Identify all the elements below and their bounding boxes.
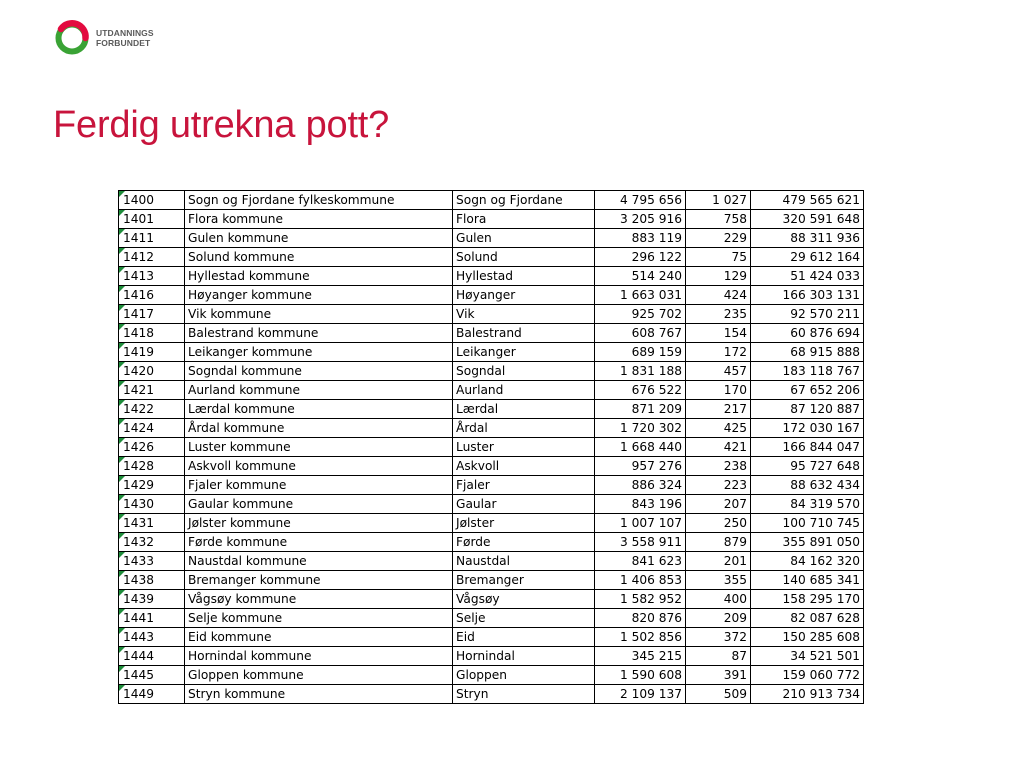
error-indicator-icon <box>119 362 125 368</box>
cell-code <box>119 457 185 476</box>
table-row <box>119 533 864 552</box>
cell-code-text: 1428 <box>123 459 155 473</box>
cell-value-2: 201 <box>686 552 751 571</box>
cell-short-name: Lærdal <box>453 400 595 419</box>
cell-code-text: 1418 <box>123 326 155 340</box>
error-indicator-icon <box>119 210 125 216</box>
cell-short-name: Vågsøy <box>453 590 595 609</box>
cell-short-name: Eid <box>453 628 595 647</box>
cell-code <box>119 571 185 590</box>
cell-municipality-name: Aurland kommune <box>185 381 453 400</box>
page-title: Ferdig utrekna pott? <box>53 104 390 146</box>
cell-value-2: 223 <box>686 476 751 495</box>
cell-code <box>119 400 185 419</box>
cell-value-1: 841 623 <box>595 552 686 571</box>
error-indicator-icon <box>119 647 125 653</box>
cell-value-3: 88 311 936 <box>751 229 864 248</box>
table-row <box>119 590 864 609</box>
cell-short-name: Gaular <box>453 495 595 514</box>
cell-code <box>119 210 185 229</box>
cell-short-name: Naustdal <box>453 552 595 571</box>
table-row <box>119 400 864 419</box>
cell-value-2: 154 <box>686 324 751 343</box>
cell-municipality-name: Eid kommune <box>185 628 453 647</box>
cell-municipality-name: Balestrand kommune <box>185 324 453 343</box>
cell-value-3: 51 424 033 <box>751 267 864 286</box>
cell-code-text: 1413 <box>123 269 155 283</box>
cell-value-3: 210 913 734 <box>751 685 864 704</box>
cell-short-name: Gloppen <box>453 666 595 685</box>
cell-short-name: Høyanger <box>453 286 595 305</box>
cell-code-text: 1443 <box>123 630 155 644</box>
cell-code <box>119 609 185 628</box>
cell-value-1: 3 558 911 <box>595 533 686 552</box>
cell-value-3: 29 612 164 <box>751 248 864 267</box>
cell-value-1: 1 502 856 <box>595 628 686 647</box>
cell-value-2: 75 <box>686 248 751 267</box>
cell-value-1: 1 590 608 <box>595 666 686 685</box>
error-indicator-icon <box>119 590 125 596</box>
cell-value-3: 158 295 170 <box>751 590 864 609</box>
cell-value-1: 608 767 <box>595 324 686 343</box>
cell-code <box>119 381 185 400</box>
cell-value-2: 509 <box>686 685 751 704</box>
table-row <box>119 286 864 305</box>
cell-municipality-name: Førde kommune <box>185 533 453 552</box>
table-row <box>119 628 864 647</box>
cell-code <box>119 267 185 286</box>
cell-value-2: 400 <box>686 590 751 609</box>
cell-short-name: Årdal <box>453 419 595 438</box>
cell-short-name: Balestrand <box>453 324 595 343</box>
cell-code <box>119 362 185 381</box>
cell-value-2: 421 <box>686 438 751 457</box>
table-row <box>119 666 864 685</box>
error-indicator-icon <box>119 628 125 634</box>
error-indicator-icon <box>119 666 125 672</box>
table-row <box>119 552 864 571</box>
error-indicator-icon <box>119 495 125 501</box>
cell-value-3: 159 060 772 <box>751 666 864 685</box>
cell-municipality-name: Leikanger kommune <box>185 343 453 362</box>
table-row <box>119 305 864 324</box>
cell-value-3: 88 632 434 <box>751 476 864 495</box>
cell-value-3: 150 285 608 <box>751 628 864 647</box>
cell-municipality-name: Flora kommune <box>185 210 453 229</box>
cell-short-name: Bremanger <box>453 571 595 590</box>
cell-code-text: 1411 <box>123 231 155 245</box>
cell-short-name: Vik <box>453 305 595 324</box>
cell-value-1: 514 240 <box>595 267 686 286</box>
cell-value-3: 166 844 047 <box>751 438 864 457</box>
cell-value-3: 100 710 745 <box>751 514 864 533</box>
cell-code <box>119 514 185 533</box>
table-row <box>119 514 864 533</box>
cell-municipality-name: Lærdal kommune <box>185 400 453 419</box>
cell-value-1: 345 215 <box>595 647 686 666</box>
error-indicator-icon <box>119 514 125 520</box>
cell-code-text: 1424 <box>123 421 155 435</box>
error-indicator-icon <box>119 685 125 691</box>
cell-value-1: 1 720 302 <box>595 419 686 438</box>
table-row <box>119 343 864 362</box>
cell-code <box>119 533 185 552</box>
cell-municipality-name: Hornindal kommune <box>185 647 453 666</box>
cell-value-2: 209 <box>686 609 751 628</box>
cell-short-name: Leikanger <box>453 343 595 362</box>
cell-value-2: 425 <box>686 419 751 438</box>
cell-short-name: Askvoll <box>453 457 595 476</box>
cell-short-name: Gulen <box>453 229 595 248</box>
cell-short-name: Sogndal <box>453 362 595 381</box>
cell-short-name: Førde <box>453 533 595 552</box>
error-indicator-icon <box>119 248 125 254</box>
cell-municipality-name: Jølster kommune <box>185 514 453 533</box>
cell-value-1: 820 876 <box>595 609 686 628</box>
cell-short-name: Hyllestad <box>453 267 595 286</box>
cell-municipality-name: Fjaler kommune <box>185 476 453 495</box>
cell-municipality-name: Selje kommune <box>185 609 453 628</box>
cell-code-text: 1439 <box>123 592 155 606</box>
cell-value-3: 95 727 648 <box>751 457 864 476</box>
cell-value-3: 355 891 050 <box>751 533 864 552</box>
cell-code-text: 1401 <box>123 212 155 226</box>
cell-municipality-name: Vik kommune <box>185 305 453 324</box>
cell-short-name: Flora <box>453 210 595 229</box>
cell-municipality-name: Høyanger kommune <box>185 286 453 305</box>
cell-value-1: 296 122 <box>595 248 686 267</box>
cell-value-1: 957 276 <box>595 457 686 476</box>
cell-municipality-name: Gulen kommune <box>185 229 453 248</box>
cell-value-1: 843 196 <box>595 495 686 514</box>
table-row <box>119 210 864 229</box>
cell-value-3: 67 652 206 <box>751 381 864 400</box>
table-body <box>119 191 864 704</box>
cell-value-2: 129 <box>686 267 751 286</box>
cell-code <box>119 495 185 514</box>
cell-code <box>119 343 185 362</box>
cell-short-name: Hornindal <box>453 647 595 666</box>
table-row <box>119 476 864 495</box>
table-row <box>119 495 864 514</box>
cell-value-2: 87 <box>686 647 751 666</box>
cell-code-text: 1412 <box>123 250 155 264</box>
cell-short-name: Luster <box>453 438 595 457</box>
cell-value-3: 84 319 570 <box>751 495 864 514</box>
table-row <box>119 457 864 476</box>
table-row <box>119 248 864 267</box>
cell-value-1: 1 406 853 <box>595 571 686 590</box>
table-row <box>119 362 864 381</box>
cell-value-3: 479 565 621 <box>751 191 864 210</box>
cell-value-1: 2 109 137 <box>595 685 686 704</box>
cell-code-text: 1426 <box>123 440 155 454</box>
cell-code <box>119 324 185 343</box>
table-row <box>119 419 864 438</box>
cell-short-name: Jølster <box>453 514 595 533</box>
error-indicator-icon <box>119 343 125 349</box>
cell-code-text: 1445 <box>123 668 155 682</box>
cell-short-name: Solund <box>453 248 595 267</box>
cell-code-text: 1417 <box>123 307 155 321</box>
cell-code <box>119 685 185 704</box>
table-row <box>119 685 864 704</box>
cell-value-1: 676 522 <box>595 381 686 400</box>
cell-value-1: 871 209 <box>595 400 686 419</box>
cell-value-3: 87 120 887 <box>751 400 864 419</box>
error-indicator-icon <box>119 533 125 539</box>
municipality-table-wrapper <box>118 190 864 704</box>
error-indicator-icon <box>119 419 125 425</box>
cell-value-3: 172 030 167 <box>751 419 864 438</box>
logo-text <box>96 28 154 48</box>
cell-code <box>119 419 185 438</box>
cell-municipality-name: Naustdal kommune <box>185 552 453 571</box>
cell-municipality-name: Hyllestad kommune <box>185 267 453 286</box>
cell-code <box>119 305 185 324</box>
error-indicator-icon <box>119 381 125 387</box>
cell-value-1: 886 324 <box>595 476 686 495</box>
cell-value-1: 1 831 188 <box>595 362 686 381</box>
cell-value-3: 84 162 320 <box>751 552 864 571</box>
cell-municipality-name: Luster kommune <box>185 438 453 457</box>
cell-value-2: 879 <box>686 533 751 552</box>
cell-municipality-name: Gaular kommune <box>185 495 453 514</box>
cell-code <box>119 552 185 571</box>
table-row <box>119 324 864 343</box>
cell-value-1: 689 159 <box>595 343 686 362</box>
cell-value-3: 68 915 888 <box>751 343 864 362</box>
cell-value-3: 166 303 131 <box>751 286 864 305</box>
error-indicator-icon <box>119 191 125 197</box>
cell-value-2: 172 <box>686 343 751 362</box>
cell-short-name: Stryn <box>453 685 595 704</box>
logo-text-line2: FORBUNDET <box>96 38 151 48</box>
error-indicator-icon <box>119 552 125 558</box>
error-indicator-icon <box>119 400 125 406</box>
cell-code <box>119 590 185 609</box>
cell-value-1: 1 582 952 <box>595 590 686 609</box>
cell-value-2: 355 <box>686 571 751 590</box>
cell-value-2: 424 <box>686 286 751 305</box>
cell-value-3: 60 876 694 <box>751 324 864 343</box>
cell-code <box>119 628 185 647</box>
cell-code-text: 1420 <box>123 364 155 378</box>
cell-code <box>119 191 185 210</box>
cell-value-2: 207 <box>686 495 751 514</box>
cell-value-3: 34 521 501 <box>751 647 864 666</box>
cell-code-text: 1429 <box>123 478 155 492</box>
cell-municipality-name: Årdal kommune <box>185 419 453 438</box>
cell-municipality-name: Sogndal kommune <box>185 362 453 381</box>
error-indicator-icon <box>119 324 125 330</box>
table-row <box>119 438 864 457</box>
cell-value-2: 217 <box>686 400 751 419</box>
cell-code <box>119 248 185 267</box>
table-row <box>119 381 864 400</box>
cell-value-2: 391 <box>686 666 751 685</box>
error-indicator-icon <box>119 229 125 235</box>
error-indicator-icon <box>119 305 125 311</box>
cell-value-1: 3 205 916 <box>595 210 686 229</box>
cell-code-text: 1441 <box>123 611 155 625</box>
cell-code <box>119 286 185 305</box>
cell-municipality-name: Stryn kommune <box>185 685 453 704</box>
table-row <box>119 571 864 590</box>
logo-ring-icon <box>52 18 92 58</box>
municipality-table <box>118 190 864 704</box>
cell-value-2: 170 <box>686 381 751 400</box>
cell-code-text: 1421 <box>123 383 155 397</box>
cell-value-1: 4 795 656 <box>595 191 686 210</box>
cell-municipality-name: Vågsøy kommune <box>185 590 453 609</box>
cell-code <box>119 647 185 666</box>
cell-value-1: 1 668 440 <box>595 438 686 457</box>
cell-value-1: 1 663 031 <box>595 286 686 305</box>
cell-value-2: 229 <box>686 229 751 248</box>
table-row <box>119 647 864 666</box>
cell-value-1: 925 702 <box>595 305 686 324</box>
cell-value-2: 758 <box>686 210 751 229</box>
cell-value-2: 250 <box>686 514 751 533</box>
cell-municipality-name: Sogn og Fjordane fylkeskommune <box>185 191 453 210</box>
logo-text-line1: UTDANNINGS <box>96 28 154 38</box>
cell-code <box>119 666 185 685</box>
error-indicator-icon <box>119 457 125 463</box>
cell-value-3: 82 087 628 <box>751 609 864 628</box>
table-row <box>119 267 864 286</box>
utdanningsforbundet-logo <box>52 18 162 62</box>
cell-short-name: Selje <box>453 609 595 628</box>
cell-value-2: 372 <box>686 628 751 647</box>
error-indicator-icon <box>119 286 125 292</box>
cell-code-text: 1431 <box>123 516 155 530</box>
cell-value-1: 1 007 107 <box>595 514 686 533</box>
cell-value-1: 883 119 <box>595 229 686 248</box>
cell-code <box>119 476 185 495</box>
error-indicator-icon <box>119 476 125 482</box>
cell-code-text: 1438 <box>123 573 155 587</box>
cell-code-text: 1400 <box>123 193 155 207</box>
cell-code-text: 1416 <box>123 288 155 302</box>
cell-municipality-name: Solund kommune <box>185 248 453 267</box>
cell-value-3: 140 685 341 <box>751 571 864 590</box>
cell-municipality-name: Gloppen kommune <box>185 666 453 685</box>
cell-value-2: 238 <box>686 457 751 476</box>
cell-code <box>119 229 185 248</box>
cell-value-3: 183 118 767 <box>751 362 864 381</box>
cell-municipality-name: Askvoll kommune <box>185 457 453 476</box>
cell-value-2: 235 <box>686 305 751 324</box>
cell-value-3: 320 591 648 <box>751 210 864 229</box>
cell-code-text: 1433 <box>123 554 155 568</box>
cell-code-text: 1444 <box>123 649 155 663</box>
table-row <box>119 609 864 628</box>
cell-short-name: Aurland <box>453 381 595 400</box>
error-indicator-icon <box>119 438 125 444</box>
cell-short-name: Sogn og Fjordane <box>453 191 595 210</box>
cell-municipality-name: Bremanger kommune <box>185 571 453 590</box>
cell-value-2: 1 027 <box>686 191 751 210</box>
table-row <box>119 229 864 248</box>
cell-code-text: 1422 <box>123 402 155 416</box>
cell-value-3: 92 570 211 <box>751 305 864 324</box>
cell-short-name: Fjaler <box>453 476 595 495</box>
table-row <box>119 191 864 210</box>
cell-code-text: 1419 <box>123 345 155 359</box>
cell-code-text: 1432 <box>123 535 155 549</box>
cell-code-text: 1430 <box>123 497 155 511</box>
error-indicator-icon <box>119 571 125 577</box>
error-indicator-icon <box>119 267 125 273</box>
cell-code-text: 1449 <box>123 687 155 701</box>
cell-code <box>119 438 185 457</box>
error-indicator-icon <box>119 609 125 615</box>
cell-value-2: 457 <box>686 362 751 381</box>
